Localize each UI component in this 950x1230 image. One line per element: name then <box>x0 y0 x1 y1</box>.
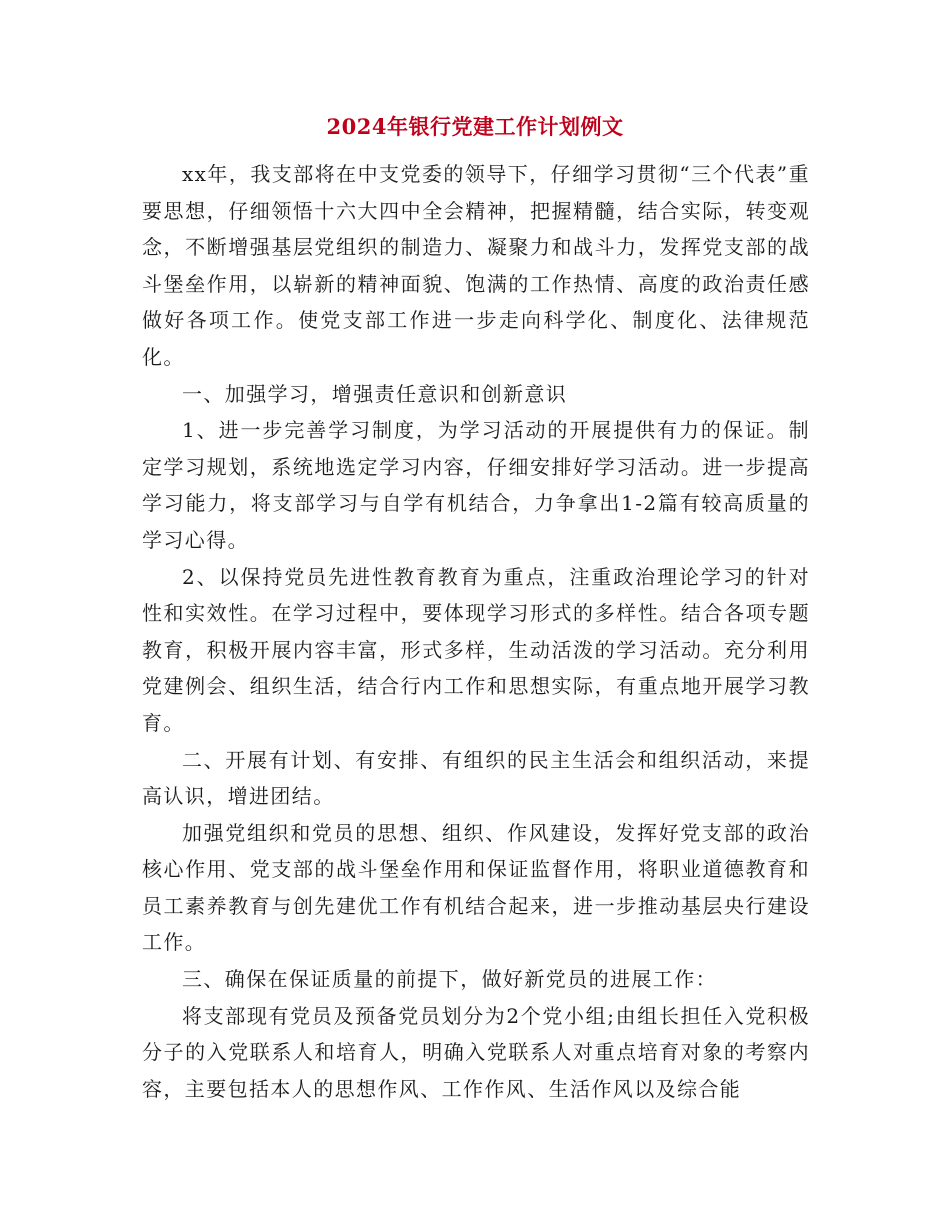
paragraph-item-1: 1、进一步完善学习制度，为学习活动的开展提供有力的保证。制定学习规划，系统地选定学习内容，仔细安排好学习活动。进一步提高学习能力，将支部学习与自学有机结合，力争拿出1-2篇有较高质量的学习心得。 <box>142 418 810 552</box>
document-title: 2024年银行党建工作计划例文 <box>326 114 624 139</box>
paragraph-intro: xx年，我支部将在中支党委的领导下，仔细学习贯彻“三个代表”重要思想，仔细领悟十六大四中全会精神，把握精髓，结合实际，转变观念，不断增强基层党组织的制造力、凝聚力和战斗力，发挥党支部的战斗堡垒作用，以崭新的精神面貌、饱满的工作热情、高度的政治责任感做好各项工作。使党支部工作进一步走向科学化、制度化、法律规范化。 <box>142 162 810 369</box>
document-body <box>142 156 810 1107</box>
heading-section-2: 二、开展有计划、有安排、有组织的民主生活会和组织活动，来提高认识，增进团结。 <box>142 747 810 809</box>
heading-section-3: 三、确保在保证质量的前提下，做好新党员的进展工作： <box>182 967 717 992</box>
heading-section-1: 一、加强学习，增强责任意识和创新意识 <box>182 381 568 406</box>
paragraph-section-3: 将支部现有党员及预备党员划分为2个党小组;由组长担任入党积极分子的入党联系人和培育人，明确入党联系人对重点培育对象的考察内容，主要包括本人的思想作风、工作作风、生活作风以及综合能 <box>142 1003 810 1101</box>
paragraph-item-2: 2、以保持党员先进性教育教育为重点，注重政治理论学习的针对性和实效性。在学习过程中，要体现学习形式的多样性。结合各项专题教育，积极开展内容丰富，形式多样，生动活泼的学习活动。充分利用党建例会、组织生活，结合行内工作和思想实际，有重点地开展学习教育。 <box>142 564 810 735</box>
paragraph-section-2: 加强党组织和党员的思想、组织、作风建设，发挥好党支部的政治核心作用、党支部的战斗堡垒作用和保证监督作用，将职业道德教育和员工素养教育与创先建优工作有机结合起来，进一步推动基层央行建设工作。 <box>142 820 810 955</box>
